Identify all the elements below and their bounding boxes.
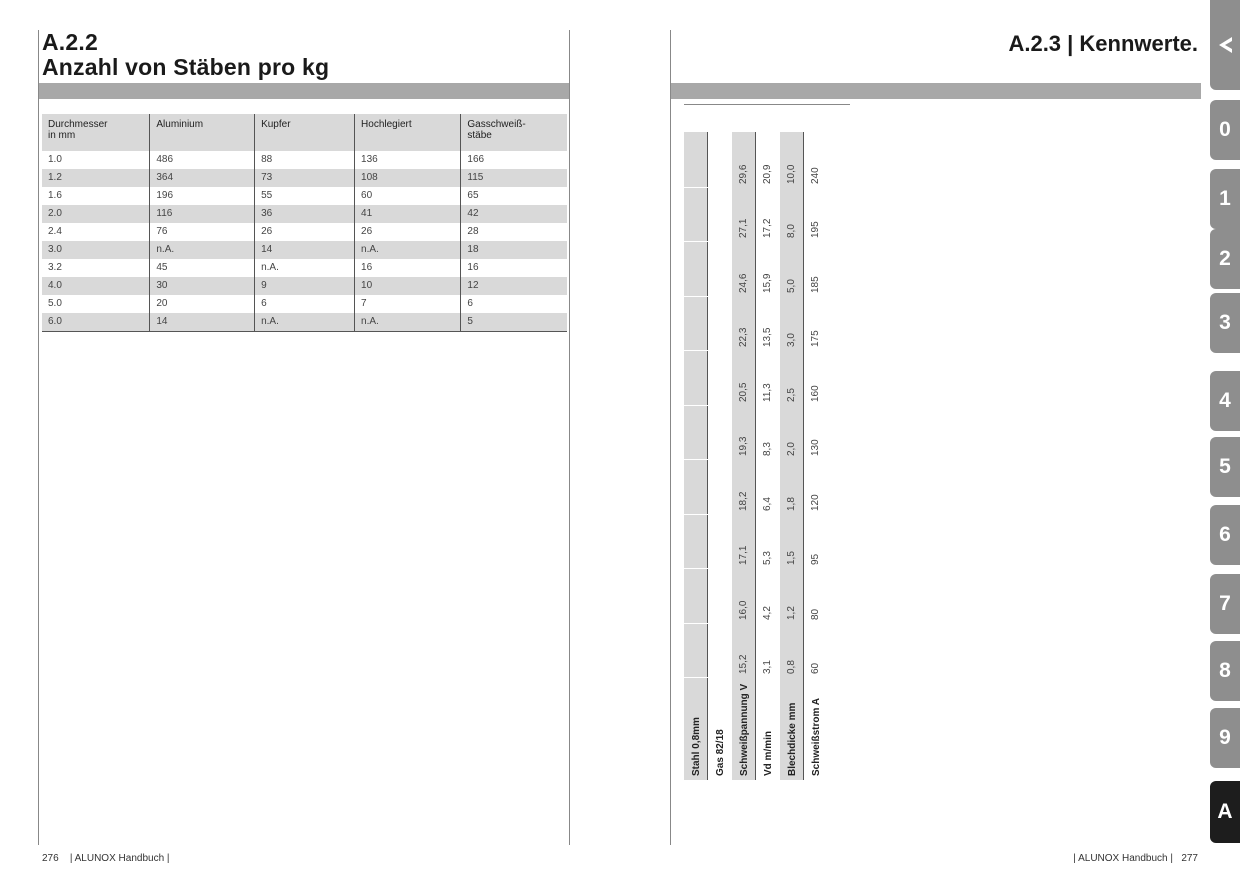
row-separator [684,623,708,624]
table-cell: 36 [255,205,355,223]
row-label: Gas 82/18 [715,729,726,776]
row-separator [684,187,708,188]
section-band [39,83,569,99]
table-cell: 42 [461,205,567,223]
table-cell: 1,5 [786,551,797,565]
table-row [42,169,567,187]
footer-text: | ALUNOX Handbuch | [1073,853,1173,864]
table-cell: 6,4 [762,496,773,511]
table-cell: 116 [150,205,255,223]
table-cell: 24,6 [738,273,749,293]
table-cell: 2,0 [786,442,797,456]
table-cell: 29,6 [738,164,749,184]
table-cell: 195 [810,221,821,238]
table-cell: 16 [355,259,461,277]
table-cell: 1.6 [48,190,62,201]
table-cell: 80 [810,608,821,620]
table-cell: 240 [810,166,821,184]
table-cell: 60 [355,187,461,205]
table-header-row [42,114,567,151]
table-cell: n.A. [355,241,461,259]
table-cell: 55 [255,187,355,205]
table-cell: 3,1 [762,660,773,674]
table-cell: 30 [150,277,255,295]
table-cell: 20,5 [738,382,749,402]
table-cell: 15,9 [762,273,773,293]
chapter-tab-7[interactable]: 7 [1210,574,1240,634]
row-separator [684,296,708,297]
table-cell: 2.4 [48,226,62,237]
table-cell: 26 [355,223,461,241]
page-number: 276 [42,853,59,864]
table-cell: 76 [150,223,255,241]
table-row [42,151,567,169]
row-separator [684,677,708,678]
table-cell: 115 [461,169,567,187]
row-separator [684,459,708,460]
table-cell: 5,0 [786,278,797,293]
table-row [42,295,567,313]
left-margin-line [38,30,39,845]
table-cell: 13,5 [762,327,773,347]
row-label: Stahl 0,8mm [691,717,702,776]
table-cell: 26 [255,223,355,241]
chapter-tab-0[interactable]: 0 [1210,100,1240,160]
table-cell: 2.0 [42,205,150,223]
table-cell: 1,2 [786,605,797,620]
table-cell: 486 [150,151,255,169]
left-footer [42,853,170,864]
alunox-chevron-icon [1214,34,1236,56]
row-label: Blechdicke mm [787,702,798,776]
table-cell: 22,3 [738,327,749,347]
section-number: A.2.2 [42,29,98,55]
logo-tab[interactable] [1210,0,1240,90]
table-cell: 9 [255,277,355,295]
table-cell: 120 [810,493,821,511]
table-cell: 6 [461,295,567,313]
left-page-right-rule [569,30,570,845]
table-cell: n.A. [355,313,461,332]
table-cell: 1,8 [786,496,797,511]
table-cell: 364 [150,169,255,187]
table-cell: 15,2 [738,654,749,674]
chapter-tab-5[interactable]: 5 [1210,437,1240,497]
table-cell: n.A. [255,313,355,332]
table-cell: 196 [150,187,255,205]
row-label: Schweißstrom A [811,698,822,776]
table-cell: 108 [355,169,461,187]
table-cell: 45 [150,259,255,277]
column-header: Kupfer [255,114,355,151]
table-row [42,313,567,332]
rods-per-kg-table [42,114,567,332]
chapter-tab-8[interactable]: 8 [1210,641,1240,701]
table-cell: 0,8 [786,660,797,674]
chapter-tab-4[interactable]: 4 [1210,371,1240,431]
table-cell: 16,0 [738,600,749,620]
table-cell: 18 [461,241,567,259]
table-cell: 6.0 [42,313,150,332]
table-cell: 3,0 [786,333,797,347]
table-cell: 14 [255,241,355,259]
table-cell: 8,3 [762,442,773,456]
table-cell: 185 [810,275,821,293]
column-header: Durchmesser in mm [42,114,150,151]
table-cell: 11,3 [762,382,773,402]
footer-text: | ALUNOX Handbuch | [69,853,170,864]
table-row [42,223,567,241]
table-cell: 41 [355,205,461,223]
table-cell: 166 [461,151,567,169]
table-cell: n.A. [150,241,255,259]
chapter-tab-2[interactable]: 2 [1210,229,1240,289]
table-cell: 95 [810,553,821,565]
table-cell: 7 [355,295,461,313]
column-header: Gasschweiß- stäbe [461,114,567,151]
table-cell: 136 [355,151,461,169]
table-cell: 16 [461,259,567,277]
table-cell: 5,3 [762,551,773,565]
table-cell: 5 [461,313,567,332]
row-label: Schweißpannung V [739,683,750,776]
page-number: 277 [1181,853,1198,864]
table-cell: 10 [355,277,461,295]
table-cell: 20,9 [762,164,773,184]
table-cell: 6 [255,295,355,313]
table-row [42,241,567,259]
table-column [708,132,732,780]
page-title [42,30,329,80]
section-title: Anzahl von Stäben pro kg [42,54,330,80]
table-cell: 175 [810,330,821,347]
table-cell: 14 [150,313,255,332]
table-row [42,187,567,205]
row-separator [684,405,708,406]
kennwerte-table [684,104,850,780]
table-cell: 73 [255,169,355,187]
table-cell: 10,0 [786,164,797,184]
table-top-rule [684,104,850,105]
table-cell: 1.2 [42,169,150,187]
table-cell: 4,2 [762,605,773,620]
row-separator [684,350,708,351]
table-cell: 88 [255,151,355,169]
table-cell: 3.2 [48,262,62,273]
table-cell: 65 [461,187,567,205]
row-label: Vd m/min [763,730,774,776]
chapter-tab-3[interactable]: 3 [1210,293,1240,353]
table-cell: 1.0 [48,154,62,165]
table-cell: n.A. [255,259,355,277]
table-cell: 60 [810,662,821,674]
row-separator [684,568,708,569]
chapter-tab-1[interactable]: 1 [1210,169,1240,229]
table-cell: 12 [461,277,567,295]
row-separator [684,514,708,515]
table-cell: 160 [810,384,821,402]
table-cell: 2,5 [786,387,797,402]
table-cell: 17,1 [738,545,749,565]
chapter-tab-9[interactable]: 9 [1210,708,1240,768]
table-cell: 28 [461,223,567,241]
table-cell: 19,3 [738,436,749,456]
right-footer [1073,853,1198,864]
row-separator [684,241,708,242]
right-page-left-rule [670,30,671,845]
table-cell: 130 [810,439,821,456]
table-row [42,205,567,223]
table-column [684,132,708,780]
table-cell: 3.0 [42,241,150,259]
table-cell: 17,2 [762,218,773,238]
table-cell: 8,0 [786,224,797,238]
column-header: Aluminium [150,114,255,151]
table-cell: 4.0 [42,277,150,295]
table-cell: 18,2 [738,491,749,511]
table-cell: 27,1 [738,218,749,238]
right-section-band [671,83,1201,99]
chapter-tab-a[interactable]: A [1210,781,1240,843]
chapter-tab-6[interactable]: 6 [1210,505,1240,565]
table-cell: 5.0 [48,298,62,309]
table-row [42,259,567,277]
column-header: Hochlegiert [355,114,461,151]
table-row [42,277,567,295]
right-page-title: A.2.3 | Kennwerte. [1008,31,1198,56]
table-cell: 20 [150,295,255,313]
